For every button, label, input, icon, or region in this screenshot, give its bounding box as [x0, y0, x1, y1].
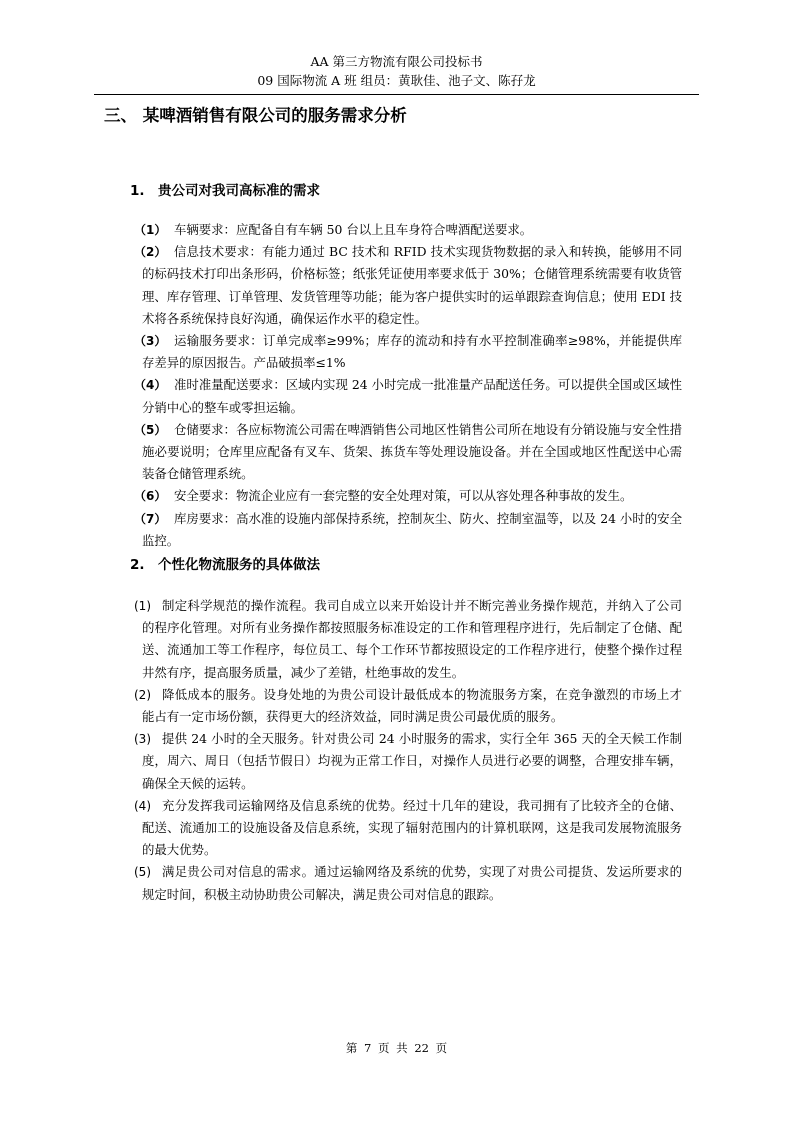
requirement-item — [134, 419, 682, 486]
item-marker: （2） — [134, 245, 167, 260]
item-marker: （4） — [134, 378, 167, 393]
item-marker: （5） — [134, 422, 167, 437]
practice-item — [134, 795, 682, 862]
practice-item — [134, 684, 682, 728]
item-marker: （1） — [134, 223, 167, 237]
header-authors: 09 国际物流 A 班 组员：黄耿佳、池子文、陈孖龙 — [257, 73, 536, 88]
item-text: 降低成本的服务。设身处地的为贵公司设计最低成本的物流服务方案，在竞争激烈的市场上才能占有一定市场份额，获得更大的经济效益，同时满足贵公司最优质的服务。 — [142, 686, 682, 725]
subsection-2-number: 2. — [130, 557, 145, 573]
page-number: 第 7 页 共 22 页 — [345, 1041, 448, 1055]
item-text: 安全要求：物流企业应有一套完整的安全处理对策，可以从容处理各种事故的发生。 — [174, 488, 633, 504]
requirement-item — [134, 219, 682, 241]
item-text: 车辆要求：应配备自有车辆 50 台以上且车身符合啤酒配送要求。 — [174, 222, 533, 237]
item-marker: (3) — [134, 732, 151, 747]
practices-list — [134, 595, 682, 906]
requirement-item — [134, 485, 682, 507]
header-divider — [94, 94, 699, 95]
subsection-2-title: 个性化物流服务的具体做法 — [158, 557, 320, 573]
item-marker: （7） — [134, 511, 167, 526]
subsection-1-title: 贵公司对我司高标准的需求 — [158, 183, 320, 199]
item-marker: (5) — [134, 865, 151, 880]
item-marker: （3） — [134, 334, 167, 349]
header-title: AA 第三方物流有限公司投标书 — [310, 54, 483, 69]
subsection-2-heading — [130, 555, 320, 575]
item-marker: （6） — [134, 489, 167, 504]
item-text: 信息技术要求：有能力通过 BC 技术和 RFID 技术实现货物数据的录入和转换，能够用不同的标码技术打印出条形码，价格标签；纸张凭证使用率要求低于 30%；仓储管理系统需要有收货管理、库存管理、订单管理、发货管理等功能；能为客户提供实时的运单跟踪查询信息；使用 EDI 技术将各系统保持良好沟通，确保运作水平的稳定性。 — [142, 244, 682, 326]
item-text: 运输服务要求：订单完成率≥99%；库存的流动和持有水平控制准确率≥98%，并能提供库存差异的原因报告。产品破损率≤1% — [142, 333, 682, 371]
page-header — [0, 52, 793, 90]
section-title: 三、 某啤酒销售有限公司的服务需求分析 — [104, 106, 407, 125]
requirement-item — [134, 330, 682, 374]
item-marker: (4) — [134, 798, 151, 813]
item-marker: (2) — [134, 687, 151, 702]
requirements-list — [134, 219, 682, 552]
practice-item — [134, 728, 682, 795]
item-text: 提供 24 小时的全天服务。针对贵公司 24 小时服务的需求，实行全年 365 天的全天候工作制度，周六、周日（包括节假日）均视为正常工作日，对操作人员进行必要的调整，合理安排车辆，确保全天候的运转。 — [142, 731, 682, 791]
item-text: 仓储要求：各应标物流公司需在啤酒销售公司地区性销售公司所在地设有分销设施与安全性措施必要说明；仓库里应配备有叉车、货架、拣货车等处理设施设备。并在全国或地区性配送中心需装备仓储管理系统。 — [142, 421, 683, 482]
subsection-1-number: 1. — [130, 183, 145, 199]
requirement-item — [134, 374, 682, 418]
item-text: 准时准量配送要求：区域内实现 24 小时完成一批准量产品配送任务。可以提供全国或区域性分销中心的整车或零担运输。 — [142, 377, 682, 415]
requirement-item — [134, 508, 682, 552]
item-text: 充分发挥我司运输网络及信息系统的优势。经过十几年的建设，我司拥有了比较齐全的仓储、配送、流通加工的设施设备及信息系统，实现了辐射范围内的计算机联网，这是我司发展物流服务的最大优势。 — [142, 797, 682, 858]
item-text: 制定科学规范的操作流程。我司自成立以来开始设计并不断完善业务操作规范，并纳入了公司的程序化管理。对所有业务操作都按照服务标准设定的工作和管理程序进行，先后制定了仓储、配送、流通加工等工作程序，每位员工、每个工作环节都按照设定的工作程序进行，使整个操作过程井然有序，提高服务质量，减少了差错，杜绝事故的发生。 — [142, 598, 682, 680]
practice-item — [134, 861, 682, 905]
item-text: 库房要求：高水准的设施内部保持系统，控制灰尘、防火、控制室温等，以及 24 小时的安全监控。 — [142, 510, 682, 548]
requirement-item — [134, 241, 682, 330]
item-text: 满足贵公司对信息的需求。通过运输网络及系统的优势，实现了对贵公司提货、发运所要求的规定时间，积极主动协助贵公司解决，满足贵公司对信息的跟踪。 — [142, 864, 682, 902]
item-marker: (1) — [134, 599, 151, 613]
subsection-1-heading — [130, 181, 320, 201]
practice-item — [134, 595, 682, 684]
